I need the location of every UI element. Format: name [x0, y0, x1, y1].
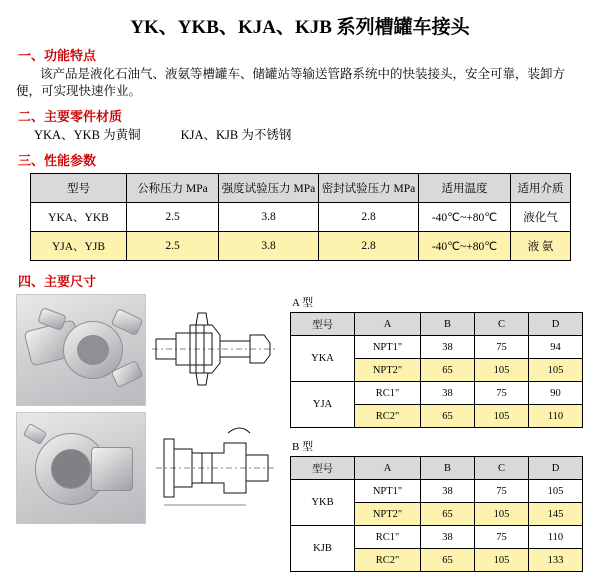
cell-b: 38 [421, 336, 475, 359]
cell-c: 105 [475, 405, 529, 428]
cell-nominal-pressure: 2.5 [127, 203, 219, 232]
cell-c: 75 [475, 336, 529, 359]
material-line [34, 127, 584, 144]
dimension-table-b [290, 456, 583, 572]
cell-strength-test-pressure: 3.8 [219, 203, 319, 232]
product-drawing-a [150, 295, 280, 405]
col-header-b: B [421, 313, 475, 336]
cell-b: 65 [421, 503, 475, 526]
features-body-text: 该产品是液化石油气、液氨等槽罐车、储罐站等输送管路系统中的快装接头，安全可靠，装卸方便，可实现快速作业。 [16, 67, 566, 98]
cell-a: NPT2" [355, 503, 421, 526]
table-row [31, 203, 571, 232]
table-header-row [291, 457, 583, 480]
cell-nominal-pressure: 2.5 [127, 232, 219, 261]
col-header-strength-test-pressure: 强度试验压力 MPa [219, 174, 319, 203]
cell-d: 105 [529, 480, 583, 503]
section-heading-dimensions: 四、主要尺寸 [18, 274, 97, 289]
cell-model: YJA、YJB [31, 232, 127, 261]
cell-d: 145 [529, 503, 583, 526]
cell-strength-test-pressure: 3.8 [219, 232, 319, 261]
cell-a: NPT1" [355, 336, 421, 359]
cell-d: 90 [529, 382, 583, 405]
cell-d: 110 [529, 405, 583, 428]
dimension-table-a [290, 312, 583, 428]
material-left-text: YKA、YKB 为黄铜 [34, 128, 141, 142]
cell-model: YJA [291, 382, 355, 428]
table-row [31, 232, 571, 261]
col-header-d: D [529, 457, 583, 480]
cell-d: 110 [529, 526, 583, 549]
drawing-b-svg [150, 413, 280, 523]
dim-table-a-label: A 型 [292, 297, 314, 309]
cell-a: RC2" [355, 405, 421, 428]
cell-model: YKB [291, 480, 355, 526]
col-header-c: C [475, 313, 529, 336]
cell-seal-test-pressure: 2.8 [319, 203, 419, 232]
cell-d: 133 [529, 549, 583, 572]
col-header-temperature: 适用温度 [419, 174, 511, 203]
col-header-a: A [355, 313, 421, 336]
cell-c: 75 [475, 382, 529, 405]
cell-model: YKA、YKB [31, 203, 127, 232]
page-title: YK、YKB、KJA、KJB 系列槽罐车接头 [130, 17, 470, 38]
cell-c: 75 [475, 480, 529, 503]
cell-c: 105 [475, 359, 529, 382]
cell-a: RC1" [355, 382, 421, 405]
dim-table-b-label: B 型 [292, 441, 314, 453]
cell-medium: 液 氨 [511, 232, 571, 261]
col-header-a: A [355, 457, 421, 480]
dimension-tables [290, 294, 586, 582]
cell-b: 38 [421, 526, 475, 549]
cell-b: 38 [421, 480, 475, 503]
col-header-b: B [421, 457, 475, 480]
col-header-c: C [475, 457, 529, 480]
col-header-model: 型号 [31, 174, 127, 203]
col-header-medium: 适用介质 [511, 174, 571, 203]
section-heading-performance: 三、性能参数 [18, 153, 97, 168]
cell-model: KJB [291, 526, 355, 572]
table-row [291, 382, 583, 405]
cell-seal-test-pressure: 2.8 [319, 232, 419, 261]
section-heading-material: 二、主要零件材质 [18, 109, 123, 124]
cell-c: 75 [475, 526, 529, 549]
col-header-nominal-pressure: 公称压力 MPa [127, 174, 219, 203]
section-heading-features: 一、功能特点 [18, 48, 97, 63]
cell-temperature: -40℃~+80℃ [419, 203, 511, 232]
product-row-a [16, 294, 286, 406]
col-header-seal-test-pressure: 密封试验压力 MPa [319, 174, 419, 203]
table-row [291, 480, 583, 503]
product-photo-b [16, 412, 146, 524]
material-right-text: KJA、KJB 为不锈钢 [180, 128, 292, 142]
table-header-row [291, 313, 583, 336]
cell-d: 105 [529, 359, 583, 382]
cell-d: 94 [529, 336, 583, 359]
cell-medium: 液化气 [511, 203, 571, 232]
col-header-d: D [529, 313, 583, 336]
cell-c: 105 [475, 549, 529, 572]
col-header-model: 型号 [291, 313, 355, 336]
col-header-model: 型号 [291, 457, 355, 480]
product-images [16, 294, 286, 530]
table-header-row [31, 174, 571, 203]
cell-b: 65 [421, 405, 475, 428]
cell-model: YKA [291, 336, 355, 382]
cell-c: 105 [475, 503, 529, 526]
cell-b: 65 [421, 549, 475, 572]
performance-table [30, 173, 571, 261]
cell-temperature: -40℃~+80℃ [419, 232, 511, 261]
table-row [291, 526, 583, 549]
table-row [291, 336, 583, 359]
cell-a: RC1" [355, 526, 421, 549]
product-drawing-b [150, 413, 280, 523]
drawing-a-svg [150, 295, 280, 405]
product-photo-a [16, 294, 146, 406]
cell-a: RC2" [355, 549, 421, 572]
cell-b: 38 [421, 382, 475, 405]
product-row-b [16, 412, 286, 524]
cell-a: NPT1" [355, 480, 421, 503]
cell-b: 65 [421, 359, 475, 382]
cell-a: NPT2" [355, 359, 421, 382]
